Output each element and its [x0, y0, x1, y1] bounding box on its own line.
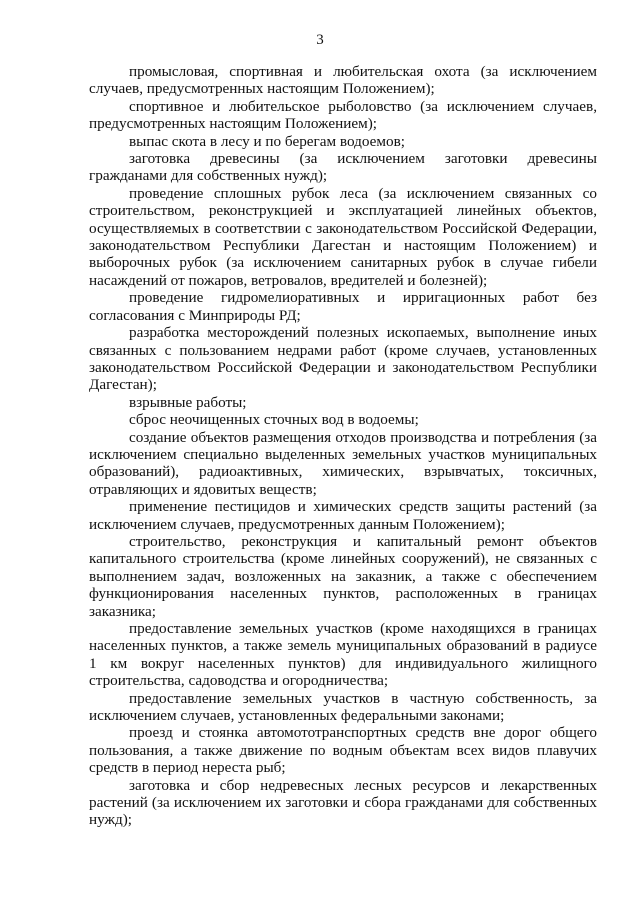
- page-number: 3: [316, 32, 324, 48]
- paragraph: создание объектов размещения отходов производства и потребления (за исключением специально выделенных земельных участков муниципальных образований), радиоактивных, химических, взрывчатых, токсичных, отравляющих и ядовитых веществ;: [89, 428, 597, 498]
- paragraph: заготовка и сбор недревесных лесных ресурсов и лекарственных растений (за исключением их заготовки и сбора гражданами для собственных нужд);: [89, 776, 597, 829]
- paragraph: промысловая, спортивная и любительская охота (за исключением случаев, предусмотренных настоящим Положением);: [89, 63, 597, 98]
- paragraph: спортивное и любительское рыболовство (за исключением случаев, предусмотренных настоящим Положением);: [89, 97, 597, 133]
- paragraph: предоставление земельных участков в частную собственность, за исключением случаев, установленных федеральными законами;: [89, 689, 597, 725]
- paragraph: проведение гидромелиоративных и ирригационных работ без согласования с Минприроды РД;: [89, 289, 597, 324]
- paragraph: сброс неочищенных сточных вод в водоемы;: [129, 411, 419, 429]
- paragraph: заготовка древесины (за исключением заготовки древесины гражданами для собственных нужд);: [89, 150, 597, 185]
- paragraph: строительство, реконструкция и капитальный ремонт объектов капитального строительства (кроме линейных сооружений), не связанных с выполнением задач, возложенных на заказник, а также с обеспечением функционирования населенных пунктов, расположенных в границах заказника;: [89, 532, 597, 620]
- paragraph: проведение сплошных рубок леса (за исключением связанных со строительством, реконструкцией и эксплуатацией линейных объектов, осуществляемых в соответствии с законодательством Российской Федерации, законодательством Республики Дагестан и настоящим Положением) и выборочных рубок (за исключением санитарных рубок в случае гибели насаждений от пожаров, ветровалов, вредителей и болезней);: [89, 184, 597, 289]
- paragraph: проезд и стоянка автомототранспортных средств вне дорог общего пользования, а также движение по водным объектам всех видов плавучих средств в период нереста рыб;: [89, 724, 597, 777]
- paragraph: выпас скота в лесу и по берегам водоемов;: [129, 132, 405, 150]
- document-body: [89, 63, 597, 829]
- paragraph: взрывные работы;: [129, 393, 247, 411]
- paragraph: применение пестицидов и химических средств защиты растений (за исключением случаев, предусмотренных данным Положением);: [89, 498, 597, 533]
- paragraph: разработка месторождений полезных ископаемых, выполнение иных связанных с пользованием недрами работ (кроме случаев, установленных законодательством Российской Федерации и законодательством Республики Дагестан);: [89, 324, 597, 394]
- paragraph: предоставление земельных участков (кроме находящихся в границах населенных пунктов, а также земель муниципальных образований в радиусе 1 км вокруг населенных пунктов) для индивидуального жилищного строительства, садоводства и огородничества;: [89, 620, 597, 690]
